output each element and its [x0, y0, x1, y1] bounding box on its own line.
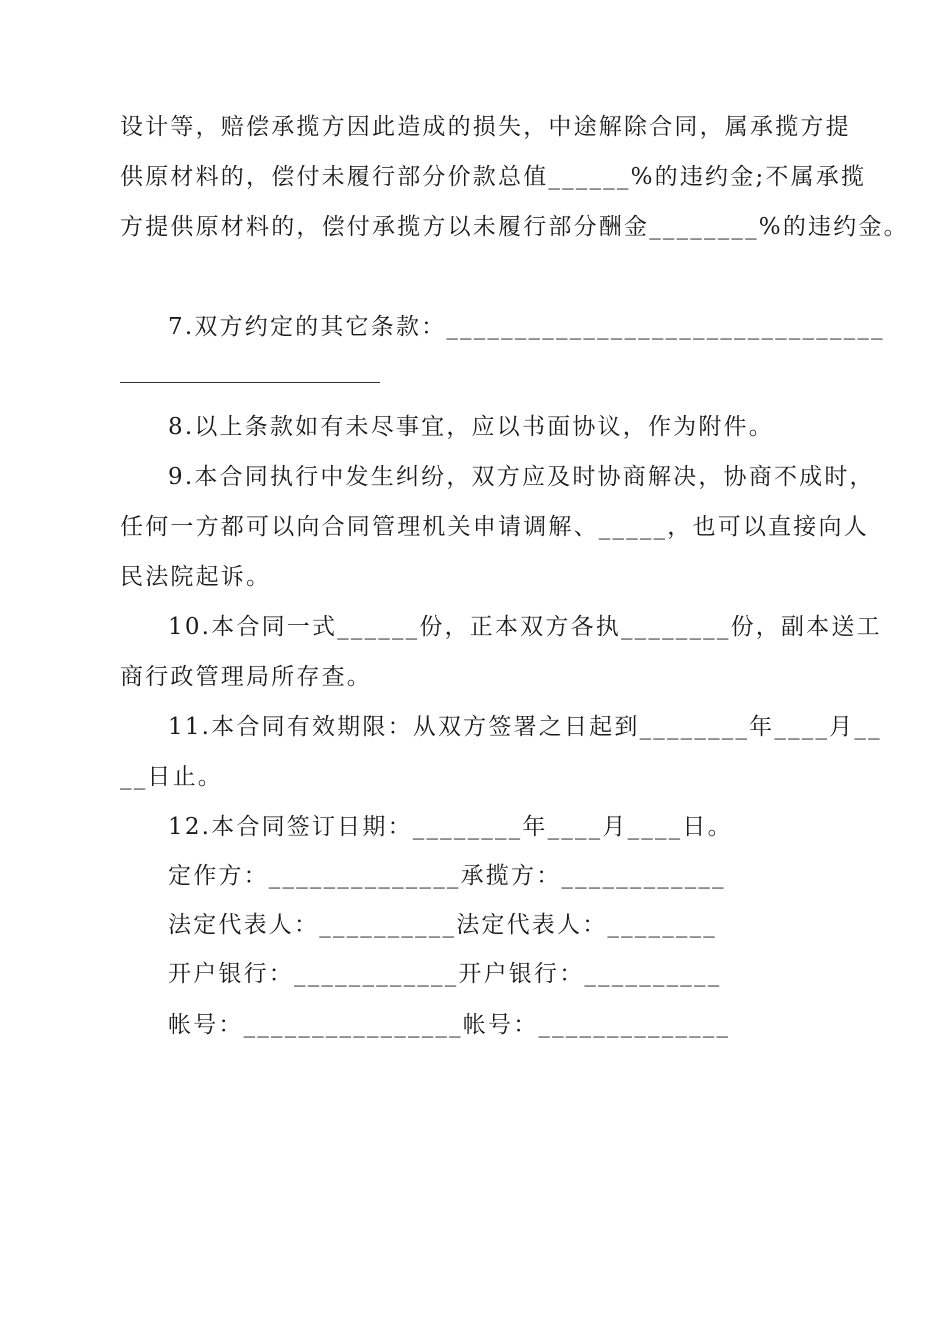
- clause-9: 9.本合同执行中发生纠纷，双方应及时协商解决，协商不成时，: [168, 464, 875, 490]
- clause-8: 8.以上条款如有未尽事宜，应以书面协议，作为附件。: [168, 414, 774, 440]
- signature-representative-row: 法定代表人：__________法定代表人：________: [168, 912, 717, 938]
- clause-9-cont-1: 任何一方都可以向合同管理机关申请调解、_____，也可以直接向人: [120, 514, 869, 540]
- clause-10-cont: 商行政管理局所存查。: [120, 664, 372, 690]
- text-line-3: 方提供原材料的，偿付承揽方以未履行部分酬金________%的违约金。: [120, 214, 909, 240]
- text-line-2: 供原材料的，偿付未履行部分价款总值______%的违约金;不属承揽: [120, 164, 867, 190]
- clause-9-cont-2: 民法院起诉。: [120, 564, 272, 590]
- signature-bank-row: 开户银行：____________开户银行：__________: [168, 961, 722, 987]
- signature-party-row: 定作方：______________承揽方：____________: [168, 863, 726, 889]
- clause-11-cont: __日止。: [120, 764, 223, 790]
- clause-7-continuation-blank: [120, 382, 380, 383]
- clause-7: 7.双方约定的其它条款：________________________________: [168, 314, 885, 340]
- text-line-1: 设计等，赔偿承揽方因此造成的损失，中途解除合同，属承揽方提: [120, 114, 851, 140]
- clause-12: 12.本合同签订日期：________年____月____日。: [168, 814, 733, 840]
- signature-account-row: 帐号：________________帐号：______________: [168, 1012, 731, 1038]
- clause-11: 11.本合同有效期限：从双方签署之日起到________年____月__: [168, 714, 882, 740]
- clause-10: 10.本合同一式______份，正本双方各执________份，副本送工: [168, 614, 882, 640]
